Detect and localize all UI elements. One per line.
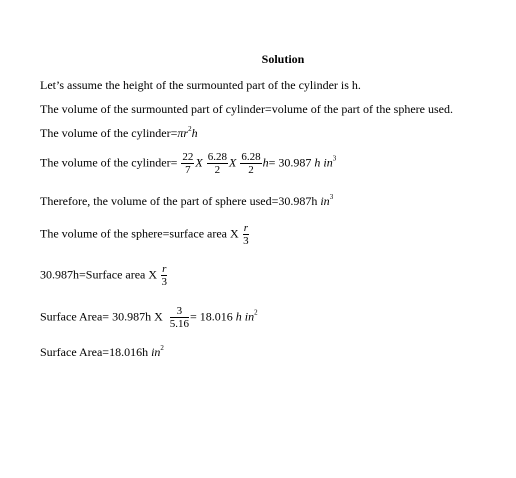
- sphere-part-volume-line: [40, 194, 333, 208]
- radius-symbol: r: [183, 126, 189, 140]
- fraction-numerator: 3: [170, 305, 189, 318]
- sphere-part-volume-text: Therefore, the volume of the part of sphere used=30.987h: [40, 194, 318, 208]
- assumption-line: Let’s assume the height of the surmounted part of the cylinder is h.: [40, 78, 361, 92]
- sphere-volume-label: The volume of the sphere=surface area X: [40, 226, 239, 241]
- fraction-numerator: 6.28: [207, 151, 227, 163]
- multiply-sign: X: [195, 155, 203, 170]
- height-symbol: h: [235, 309, 242, 324]
- surface-area-result-text: Surface Area=18.016h: [40, 345, 149, 359]
- cylinder-volume-label: The volume of the cylinder=: [40, 126, 178, 140]
- height-symbol: h: [191, 126, 198, 140]
- fraction-6-28-over-2-second: [240, 151, 261, 176]
- cylinder-volume-calc-line: [40, 151, 336, 176]
- unit-inch: in: [244, 309, 255, 324]
- surface-area-calc-line: [40, 305, 258, 330]
- fraction-numerator: r: [243, 222, 248, 234]
- fraction-denominator: 7: [185, 164, 191, 176]
- unit-exponent: 2: [160, 344, 164, 352]
- multiply-sign: X: [228, 155, 237, 170]
- surface-area-calc-text: Surface Area= 30.987h X: [40, 309, 163, 324]
- surface-area-result-line: [40, 345, 164, 359]
- unit-exponent: 3: [329, 193, 334, 201]
- cylinder-volume-calc-label: The volume of the cylinder=: [40, 155, 178, 170]
- result-value: = 18.016: [189, 309, 233, 324]
- fraction-r-over-3: [243, 222, 249, 247]
- cylinder-volume-formula-line: [40, 126, 198, 140]
- solution-title: Solution: [261, 52, 305, 66]
- fraction-22-over-7: [181, 151, 194, 176]
- sphere-volume-formula-line: [40, 222, 250, 247]
- unit-inch: in: [151, 345, 161, 359]
- height-symbol: h: [314, 155, 321, 170]
- fraction-6-28-over-2: [207, 151, 228, 176]
- fraction-denominator: 5.16: [169, 318, 189, 330]
- surface-area-equation-text: 30.987h=Surface area X: [40, 267, 158, 282]
- unit-exponent: 3: [332, 154, 337, 163]
- fraction-denominator: 2: [248, 164, 254, 176]
- fraction-denominator: 3: [161, 276, 167, 288]
- fraction-numerator: 6.28: [241, 151, 261, 163]
- result-value: = 30.987: [268, 155, 312, 170]
- fraction-denominator: 3: [243, 235, 249, 247]
- unit-inch: in: [323, 155, 333, 170]
- fraction-numerator: 22: [182, 151, 194, 163]
- volume-equality-line: The volume of the surmounted part of cylinder=volume of the part of the sphere used.: [40, 102, 453, 116]
- fraction-r-over-3: [161, 263, 167, 288]
- unit-inch: in: [320, 194, 330, 208]
- pi-symbol: π: [177, 126, 184, 140]
- fraction-numerator: r: [162, 263, 167, 275]
- surface-area-equation-line: [40, 263, 168, 288]
- fraction-denominator: 2: [214, 164, 221, 176]
- unit-exponent: 2: [254, 308, 258, 317]
- height-symbol: h: [262, 155, 269, 170]
- radius-exponent: 2: [188, 125, 192, 133]
- fraction-3-over-5-16: [170, 305, 189, 330]
